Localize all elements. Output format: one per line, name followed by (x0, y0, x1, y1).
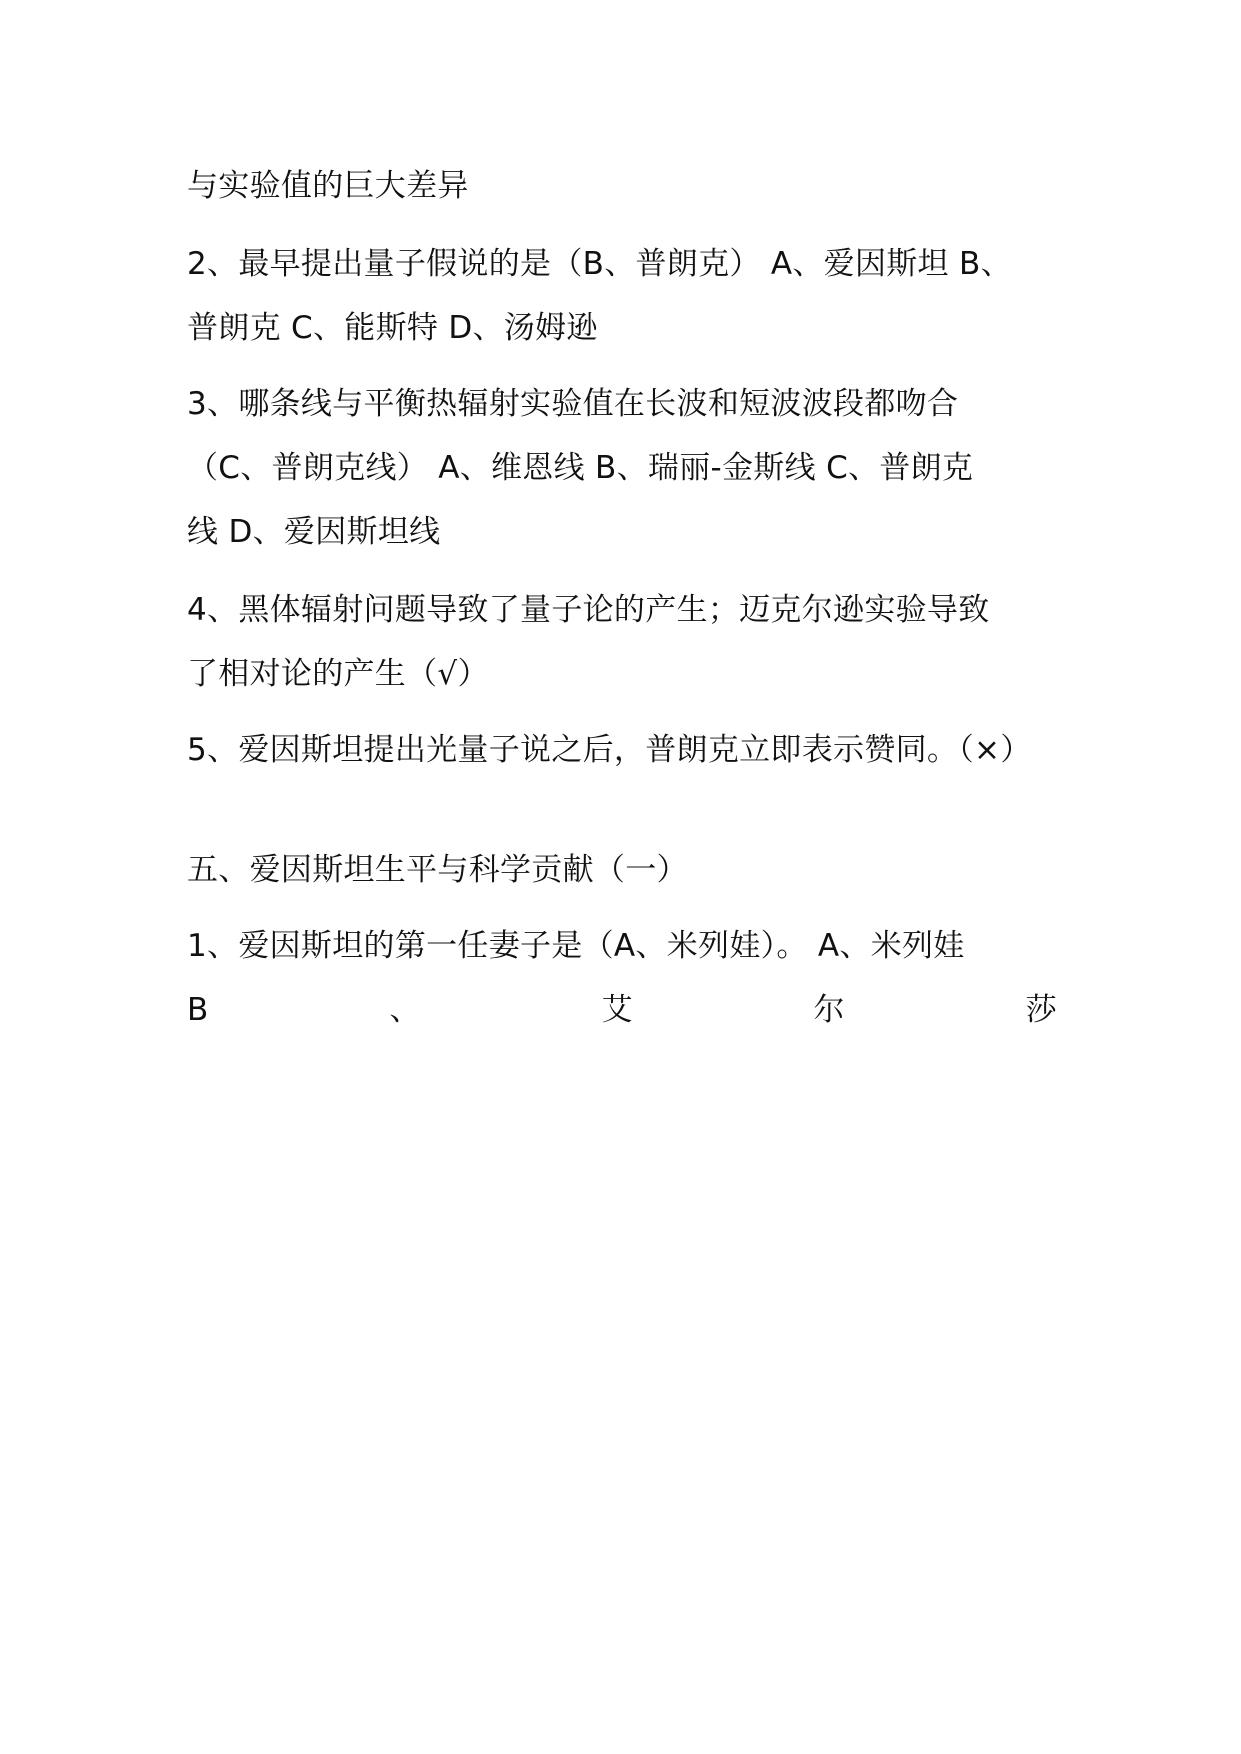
question-3-line-1: 3、哪条线与平衡热辐射实验值在长波和短波波段都吻合 (187, 386, 959, 422)
text-fragment: 艾 (601, 992, 633, 1028)
question-4-line-1: 4、黑体辐射问题导致了量子论的产生；迈克尔逊实验导致 (187, 592, 990, 628)
section-question-1-line-1: 1、爱因斯坦的第一任妻子是（A、米列娃）。 A、米列娃 (187, 928, 965, 964)
section-question-1-line-2 (187, 990, 1057, 1030)
text-fragment: B (187, 992, 209, 1028)
text-fragment: 尔 (813, 992, 845, 1028)
question-2-line-2: 普朗克 C、能斯特 D、汤姆逊 (187, 310, 598, 346)
question-4-line-2: 了相对论的产生（√） (187, 656, 489, 692)
question-5-line: 5、爱因斯坦提出光量子说之后，普朗克立即表示赞同。（×） (187, 732, 1032, 768)
question-3-line-3: 线 D、爱因斯坦线 (187, 514, 441, 550)
question-2-line-1: 2、最早提出量子假说的是（B、普朗克） A、爱因斯坦 B、 (187, 246, 1012, 282)
section-heading: 五、爱因斯坦生平与科学贡献（一） (187, 852, 688, 888)
text-line: 与实验值的巨大差异 (187, 168, 469, 204)
text-fragment: 莎 (1025, 992, 1057, 1028)
question-3-line-2: （C、普朗克线） A、维恩线 B、瑞丽-金斯线 C、普朗克 (187, 450, 974, 486)
text-fragment: 、 (389, 992, 421, 1028)
